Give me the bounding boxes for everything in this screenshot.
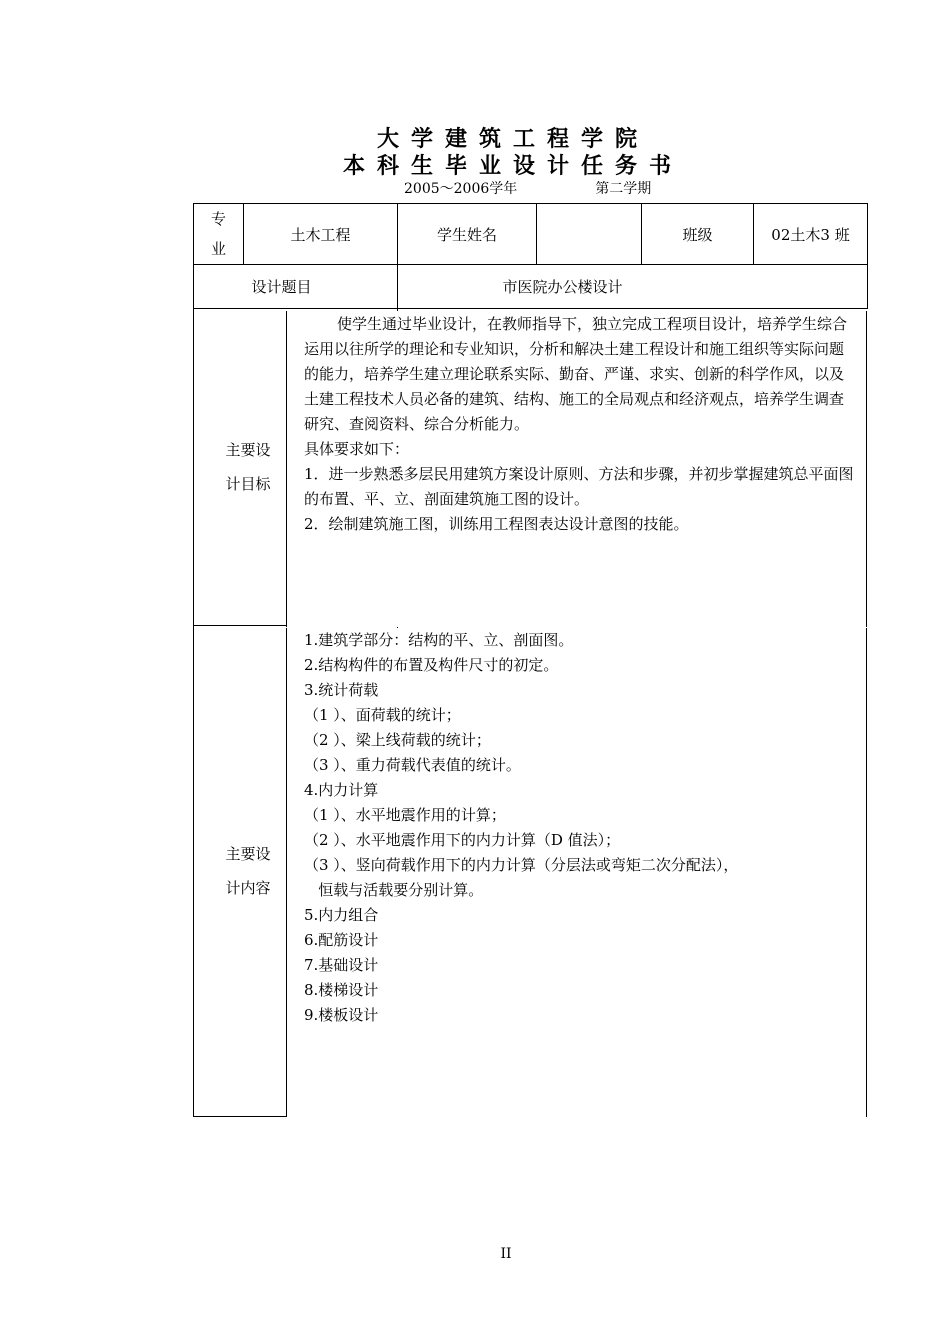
- major-value: 土木工程: [244, 204, 398, 265]
- contents-label-line2: 计内容: [225, 879, 271, 897]
- contents-item: 2.结构构件的布置及构件尺寸的初定。: [304, 656, 559, 674]
- major-label: 专 业: [210, 210, 226, 258]
- semester: 第二学期: [595, 181, 652, 197]
- goals-text-block: [286, 311, 867, 627]
- contents-item: （2 ）、梁上线荷载的统计；: [304, 731, 491, 749]
- contents-item: 9.楼板设计: [304, 1006, 379, 1024]
- school-title: 大学建筑工程学院: [376, 127, 649, 152]
- academic-year: 2005～2006学年: [404, 181, 518, 197]
- contents-text-block: [286, 628, 867, 1117]
- contents-item: （1 ）、水平地震作用的计算；: [304, 806, 506, 824]
- major-label-cell: [194, 204, 244, 265]
- contents-item: 6.配筋设计: [304, 931, 379, 949]
- class-label: 班级: [642, 204, 754, 265]
- info-row: [194, 204, 868, 265]
- page-number: II: [500, 1246, 512, 1262]
- student-name-value: [537, 204, 642, 265]
- topic-value-cell: [398, 265, 868, 309]
- contents-item: （2 ）、水平地震作用下的内力计算（D 值法）；: [304, 831, 621, 849]
- goals-label-line1: 主要设: [225, 441, 271, 459]
- goals-paragraph: 使学生通过毕业设计，在教师指导下，独立完成工程项目设计，培养学生综合运用以往所学的理论和专业知识，分析和解决土建工程设计和施工组织等实际问题的能力，培养学生建立理论联系实际、勤奋、严谨、求实、创新的科学作风，以及土建工程技术人员必备的建筑、结构、施工的全局观点和经济观点，培养学生调查研究、查阅资料、综合分析能力。: [304, 315, 848, 433]
- contents-item: 5.内力组合: [304, 906, 379, 924]
- contents-item: （3 ）、重力荷载代表值的统计。: [304, 756, 521, 774]
- contents-list: [304, 628, 856, 1028]
- requirement-2: 2．绘制建筑施工图，训练用工程图表达设计意图的技能。: [304, 515, 689, 533]
- contents-item: 3.统计荷载: [304, 681, 379, 699]
- contents-item: （3 ）、竖向荷载作用下的内力计算（分层法或弯矩二次分配法），: [304, 856, 739, 874]
- contents-item: 4.内力计算: [304, 781, 379, 799]
- contents-item: 1.建筑学部分：结构的平、立、剖面图。: [304, 631, 574, 649]
- contents-item: 恒载与活载要分别计算。: [304, 881, 484, 899]
- document-title: 本科生毕业设计任务书: [342, 154, 683, 179]
- topic-label-cell: [194, 265, 398, 309]
- topic-label: 设计题目: [251, 278, 312, 296]
- topic-row: [194, 265, 868, 309]
- goals-label-line2: 计目标: [225, 475, 271, 493]
- contents-item: 7.基础设计: [304, 956, 379, 974]
- term-line: [404, 178, 651, 198]
- requirements-intro: 具体要求如下：: [304, 440, 410, 458]
- requirement-1: 1．进一步熟悉多层民用建筑方案设计原则、方法和步骤，并初步掌握建筑总平面图的布置、平、立、剖面建筑施工图的设计。: [304, 465, 854, 508]
- student-name-label: 学生姓名: [398, 204, 537, 265]
- contents-item: 8.楼梯设计: [304, 981, 379, 999]
- topic-value: 市医院办公楼设计: [502, 278, 623, 296]
- contents-item: （1 ）、面荷载的统计；: [304, 706, 461, 724]
- contents-label-line1: 主要设: [225, 845, 271, 863]
- class-value: 02土木3 班: [754, 204, 868, 265]
